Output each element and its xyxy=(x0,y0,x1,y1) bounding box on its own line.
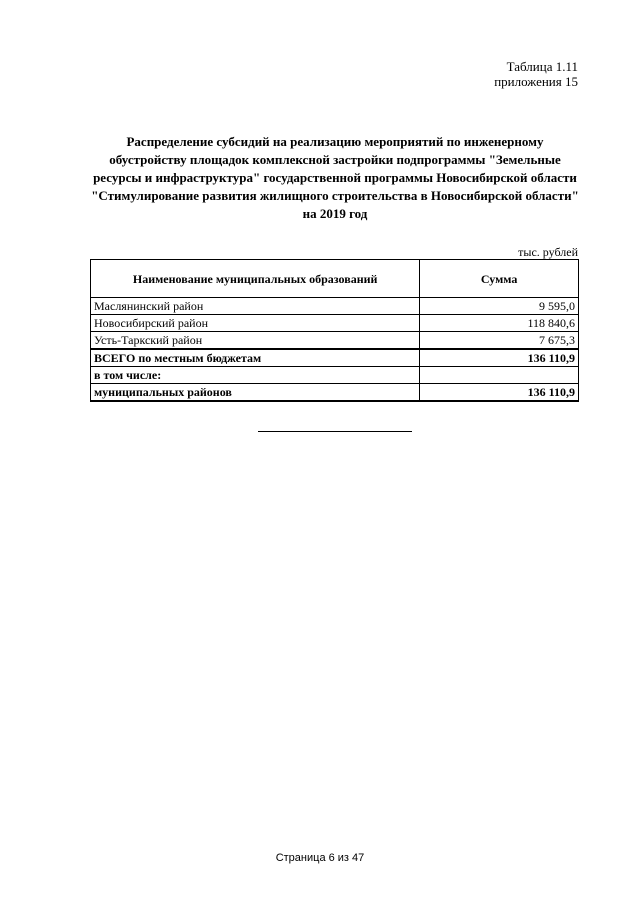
subtotal-heading-label: в том числе: xyxy=(91,367,420,384)
table-row xyxy=(91,298,579,315)
page-number-footer: Страница 6 из 47 xyxy=(275,852,365,864)
subtotal-sum: 136 110,9 xyxy=(420,384,579,402)
column-header-name: Наименование муниципальных образований xyxy=(91,260,420,298)
district-name: Маслянинский район xyxy=(91,298,420,315)
total-row xyxy=(91,349,579,367)
table-header-row xyxy=(91,260,579,298)
table-reference xyxy=(494,59,578,89)
total-label: ВСЕГО по местным бюджетам xyxy=(91,349,420,367)
subsidy-table xyxy=(90,259,579,402)
subtotal-label: муниципальных районов xyxy=(91,384,420,402)
subtotal-heading-sum xyxy=(420,367,579,384)
subtotal-heading-row xyxy=(91,367,579,384)
subtotal-row xyxy=(91,384,579,402)
document-title: Распределение субсидий на реализацию мероприятий по инженерному обустройству площадок комплексной застройки подпрограммы "Земельные ресурсы и инфраструктура" государственной программы Новосибирской области "Стимулирование развития жилищного строительства в Новосибирской области" на 2019 год xyxy=(91,134,579,221)
district-name: Усть-Таркский район xyxy=(91,332,420,350)
table-row xyxy=(91,315,579,332)
table-number: Таблица 1.11 xyxy=(506,59,578,74)
total-sum: 136 110,9 xyxy=(420,349,579,367)
district-sum: 118 840,6 xyxy=(420,315,579,332)
column-header-sum: Сумма xyxy=(420,260,579,298)
district-sum: 7 675,3 xyxy=(420,332,579,350)
end-divider-line xyxy=(258,431,412,432)
appendix-number: приложения 15 xyxy=(494,74,578,89)
district-sum: 9 595,0 xyxy=(420,298,579,315)
district-name: Новосибирский район xyxy=(91,315,420,332)
units-label: тыс. рублей xyxy=(518,245,578,259)
table-row xyxy=(91,332,579,350)
